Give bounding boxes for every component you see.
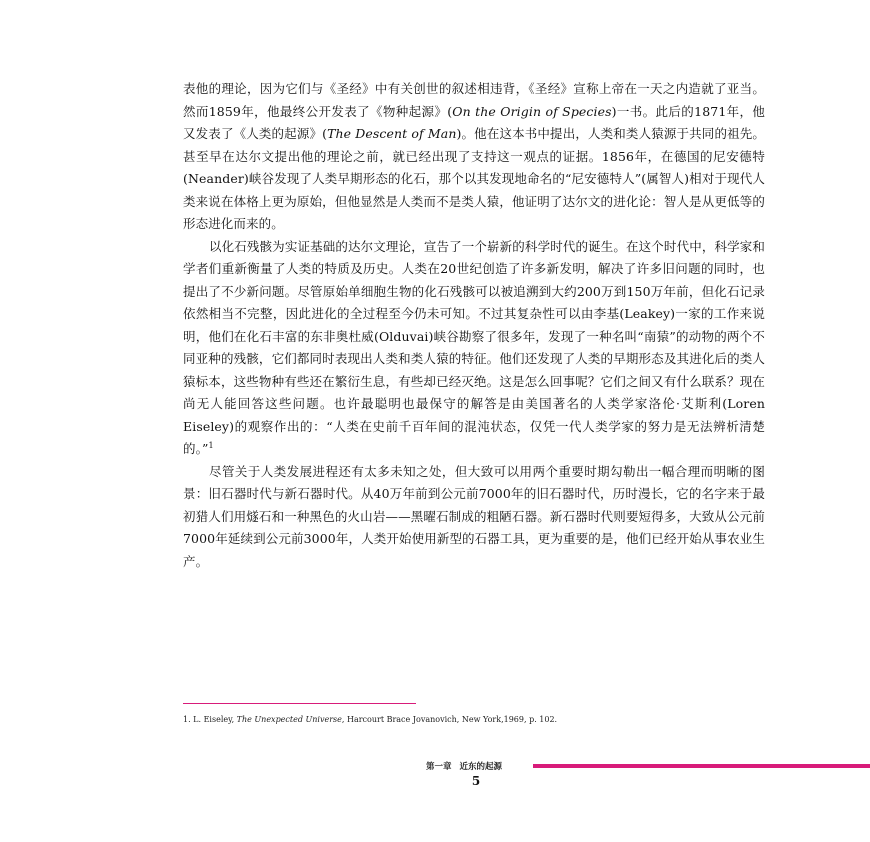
text-run: 表他的理论，因为它们与《圣经》中有关创世的叙述相违背，《圣经》宣称上帝在一天之内造就了亚当。然而1859年，他最终公开发表了《物种起源》( — [183, 81, 765, 119]
body-text — [183, 78, 765, 573]
text-run: 尽管关于人类发展进程还有太多未知之处，但大致可以用两个重要时期勾勒出一幅合理而明晰的图景：旧石器时代与新石器时代。从40万年前到公元前7000年的旧石器时代，历时漫长，它的名字来于最初猎人们用燧石和一种黑色的火山岩——黑曜石制成的粗陋石器。新石器时代则要短得多，大致从公元前7000年延续到公元前3000年，人类开始使用新型的石器工具，更为重要的是，他们已经开始从事农业生产。 — [183, 463, 765, 569]
paragraph — [183, 236, 765, 461]
text-run: )。他在这本书中提出，人类和类人猿源于共同的祖先。甚至早在达尔文提出他的理论之前，就已经出现了支持这一观点的证据。1856年，在德国的尼安德特(Neander)峡谷发现了人类早期形态的化石，那个以其发现地命名的“尼安德特人”(属智人)相对于现代人类来说在体格上更为原始，但他显然是人类而不是类人猿，他证明了达尔文的进化论：智人是从更低等的形态进化而来的。 — [183, 126, 765, 231]
text-run: , Harcourt Brace Jovanovich, New York,1969, p. 102. — [341, 715, 558, 724]
italic-title: The Unexpected Universe — [236, 715, 342, 724]
footer-accent-bar — [533, 764, 870, 768]
italic-title: The Descent of Man — [327, 126, 457, 141]
footnote-marker: 1 — [208, 440, 214, 450]
page-number: 5 — [471, 774, 481, 788]
paragraph — [183, 461, 765, 574]
running-footer — [426, 760, 502, 772]
paragraph — [183, 78, 765, 236]
text-run: 1. L. Eiseley, — [183, 715, 237, 724]
footnote — [183, 714, 743, 726]
chapter-number: 第一章 — [426, 762, 452, 772]
footnote-separator — [183, 703, 416, 704]
text-run: 以化石残骸为实证基础的达尔文理论，宣告了一个崭新的科学时代的诞生。在这个时代中，科学家和学者们重新衡量了人类的特质及历史。人类在20世纪创造了许多新发明，解决了许多旧问题的同时，也提出了不少新问题。尽管原始单细胞生物的化石残骸可以被追溯到大约200万到150万年前，但化石记录依然相当不完整，因此进化的全过程至今仍未可知。不过其复杂性可以由李基(Leakey)一家的工作来说明，他们在化石丰富的东非奥杜威(Olduvai)峡谷勘察了很多年，发现了一种名叫“南猿”的动物的两个不同亚种的残骸，它们都同时表现出人类和类人猿的特征。他们还发现了人类的早期形态及其进化后的类人猿标本，这些物种有些还在繁衍生息，有些却已经灭绝。这是怎么回事呢？它们之间又有什么联系？现在尚无人能回答这些问题。也许最聪明也最保守的解答是由美国著名的人类学家洛伦·艾斯利(Loren Eiseley)的观察作出的：“人类在史前千百年间的混沌状态，仅凭一代人类学家的努力是无法辨析清楚的。” — [183, 238, 765, 456]
text-run: )一书。此后的1871年，他又发表了《人类的起源》( — [183, 103, 765, 141]
italic-title: On the Origin of Species — [452, 103, 612, 119]
chapter-title: 近东的起源 — [459, 762, 503, 772]
